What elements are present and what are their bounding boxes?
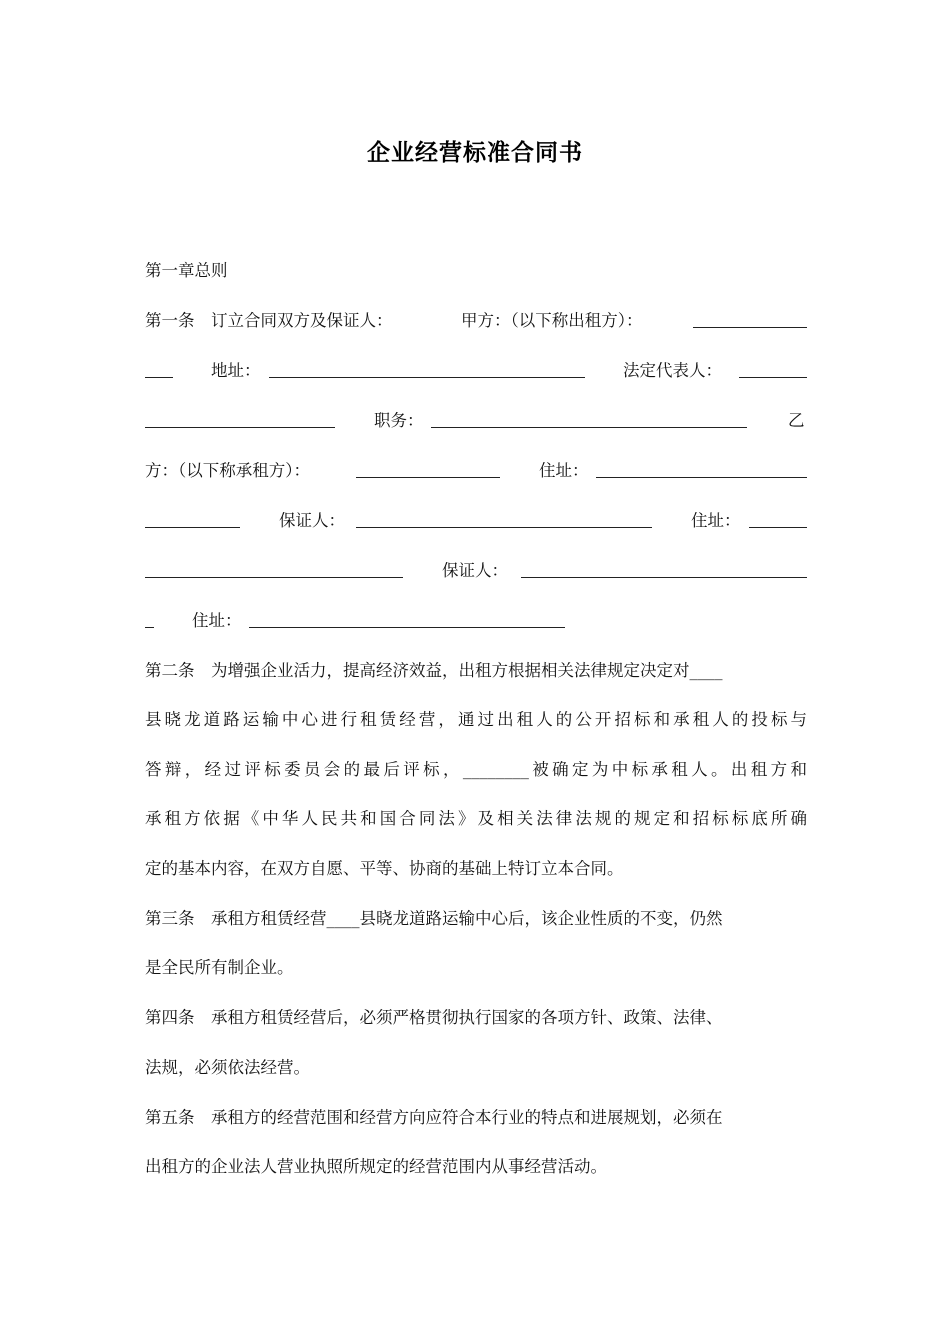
residence-blank-1[interactable] bbox=[596, 458, 807, 478]
article-2-line-2 bbox=[145, 707, 807, 733]
party-a-label: 甲方：（以下称出租方）： bbox=[461, 311, 643, 330]
article-3-label: 第三条 bbox=[145, 909, 195, 928]
article-4-line-1 bbox=[145, 1005, 807, 1031]
article-3-line-2 bbox=[145, 955, 807, 981]
article-3-line-1 bbox=[145, 906, 807, 932]
party-b-label-start: 乙 bbox=[788, 411, 805, 430]
chapter-title: 第一章总则 bbox=[145, 261, 228, 280]
article-1-label: 第一条 bbox=[145, 311, 195, 330]
address-label: 地址： bbox=[211, 361, 261, 380]
article-1-line-7 bbox=[145, 608, 807, 634]
guarantor-blank-2[interactable] bbox=[521, 558, 807, 578]
article-2-line-3 bbox=[145, 757, 807, 783]
residence-label-1: 住址： bbox=[539, 461, 589, 480]
article-4-line-2 bbox=[145, 1055, 807, 1081]
article-5-text: 出租方的企业法人营业执照所规定的经营范围内从事经营活动。 bbox=[145, 1157, 607, 1176]
residence-blank-2-cont[interactable] bbox=[145, 558, 403, 578]
article-1-line-6 bbox=[145, 558, 807, 584]
article-4-label: 第四条 bbox=[145, 1008, 195, 1027]
parties-label: 订立合同双方及保证人： bbox=[211, 311, 393, 330]
party-a-blank-cont[interactable] bbox=[145, 358, 173, 378]
article-2-text: 为增强企业活力，提高经济效益，出租方根据相关法律规定决定对____ bbox=[211, 661, 723, 680]
party-a-blank[interactable] bbox=[693, 308, 807, 328]
article-2-text: 答辩，经过评标委员会的最后评标，________被确定为中标承租人。出租方和 bbox=[145, 760, 807, 779]
residence-blank-2[interactable] bbox=[749, 508, 807, 528]
residence-label-3: 住址： bbox=[192, 611, 242, 630]
guarantor-label-1: 保证人： bbox=[279, 511, 345, 530]
article-5-line-2 bbox=[145, 1154, 807, 1180]
residence-label-2: 住址： bbox=[691, 511, 741, 530]
article-2-text: 定的基本内容，在双方自愿、平等、协商的基础上特订立本合同。 bbox=[145, 859, 624, 878]
article-3-text: 承租方租赁经营____县晓龙道路运输中心后，该企业性质的不变，仍然 bbox=[211, 909, 723, 928]
article-2-text: 县晓龙道路运输中心进行租赁经营，通过出租人的公开招标和承租人的投标与 bbox=[145, 710, 807, 729]
article-2-text: 承租方依据《中华人民共和国合同法》及相关法律法规的规定和招标标底所确 bbox=[145, 809, 807, 828]
article-4-text: 承租方租赁经营后，必须严格贯彻执行国家的各项方针、政策、法律、 bbox=[211, 1008, 723, 1027]
article-2-line-5 bbox=[145, 856, 807, 882]
position-label: 职务： bbox=[374, 411, 424, 430]
article-5-line-1 bbox=[145, 1105, 807, 1131]
article-5-label: 第五条 bbox=[145, 1108, 195, 1127]
guarantor-label-2: 保证人： bbox=[442, 561, 508, 580]
article-1-line-3 bbox=[145, 408, 807, 434]
article-1-line-5 bbox=[145, 508, 807, 534]
article-2-label: 第二条 bbox=[145, 661, 195, 680]
legal-rep-label: 法定代表人： bbox=[623, 361, 722, 380]
article-2-line-1 bbox=[145, 658, 807, 684]
article-5-text: 承租方的经营范围和经营方向应符合本行业的特点和进展规划，必须在 bbox=[211, 1108, 723, 1127]
legal-rep-blank[interactable] bbox=[739, 358, 807, 378]
article-1-line-4 bbox=[145, 458, 807, 484]
chapter-heading bbox=[145, 258, 807, 284]
document-title: 企业经营标准合同书 bbox=[367, 140, 583, 166]
article-1-line-2 bbox=[145, 358, 807, 384]
position-blank[interactable] bbox=[431, 408, 747, 428]
article-1-line-1 bbox=[145, 308, 807, 334]
residence-blank-3[interactable] bbox=[249, 608, 565, 628]
article-3-text: 是全民所有制企业。 bbox=[145, 958, 294, 977]
article-4-text: 法规，必须依法经营。 bbox=[145, 1058, 310, 1077]
address-blank[interactable] bbox=[269, 358, 585, 378]
party-b-label-end: 方：（以下称承租方）： bbox=[145, 461, 310, 480]
party-b-blank[interactable] bbox=[356, 458, 500, 478]
residence-blank-1-cont[interactable] bbox=[145, 508, 240, 528]
legal-rep-blank-cont[interactable] bbox=[145, 408, 335, 428]
guarantor-blank-1[interactable] bbox=[356, 508, 652, 528]
article-2-line-4 bbox=[145, 806, 807, 832]
guarantor-blank-2-cont[interactable] bbox=[145, 608, 154, 628]
